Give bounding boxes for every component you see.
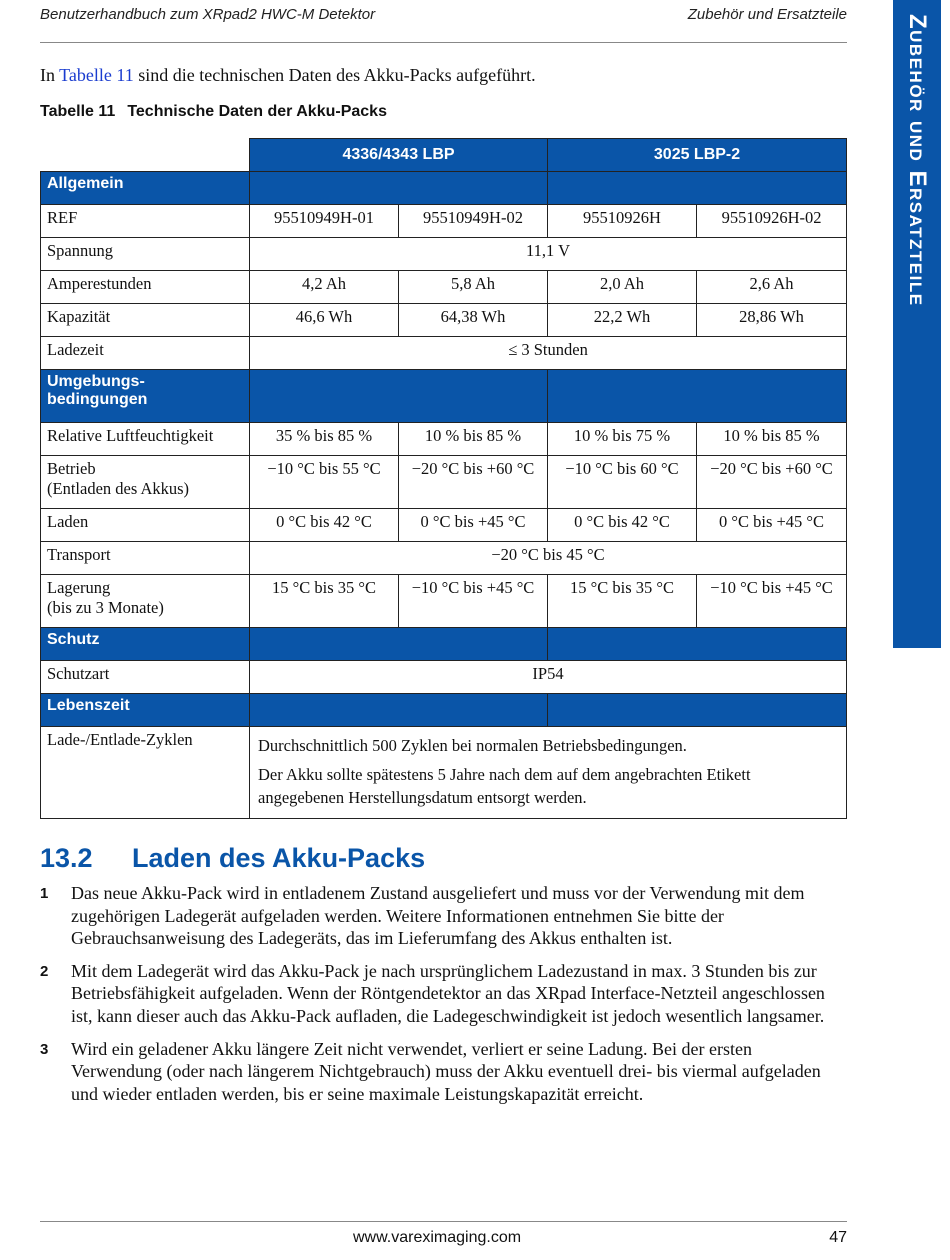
- page-number: 47: [829, 1229, 847, 1246]
- table-cell: −10 °C bis 55 °C: [250, 456, 399, 509]
- table-row-charging: [41, 509, 847, 542]
- chapter-side-tab: [893, 0, 941, 648]
- row-label: REF: [41, 205, 250, 238]
- section-label-environment: Umgebungs- bedingungen: [41, 370, 250, 423]
- table-row-cycles: [41, 727, 847, 819]
- section-title: Laden des Akku-Packs: [132, 843, 426, 873]
- section-row-general: [41, 172, 847, 205]
- row-label: Ladezeit: [41, 337, 250, 370]
- table-cell: [250, 727, 847, 819]
- row-label: Schutzart: [41, 661, 250, 694]
- table-cell: −20 °C bis +60 °C: [697, 456, 847, 509]
- header-divider: [40, 42, 847, 43]
- table-cell: 95510926H: [548, 205, 697, 238]
- cycles-text-2: Der Akku sollte spätestens 5 Jahre nach dem auf dem angebrachten Etikett angegebenen Herstellungsdatum entsorgt werden.: [258, 765, 751, 807]
- table-row-storage: [41, 575, 847, 628]
- list-item: [40, 882, 840, 950]
- row-label: Relative Luftfeuchtigkeit: [41, 423, 250, 456]
- step-number: 2: [40, 962, 49, 980]
- table-cell: 46,6 Wh: [250, 304, 399, 337]
- table-cell: 22,2 Wh: [548, 304, 697, 337]
- table-cell: 10 % bis 75 %: [548, 423, 697, 456]
- section-heading: [40, 843, 425, 874]
- table-corner-cell: [41, 139, 250, 172]
- table-cell: 2,6 Ah: [697, 271, 847, 304]
- table-cell: −20 °C bis +60 °C: [399, 456, 548, 509]
- row-label: Lagerung (bis zu 3 Monate): [41, 575, 250, 628]
- battery-specs-table: [40, 138, 847, 819]
- table-cell: −10 °C bis +45 °C: [697, 575, 847, 628]
- section-fill: [548, 628, 847, 661]
- table-cell: ≤ 3 Stunden: [250, 337, 847, 370]
- step-text: Wird ein geladener Akku längere Zeit nicht verwendet, verliert er seine Ladung. Bei der ersten Verwendung (oder nach längerem Nichtgebrauch) muss der Akku eventuell drei- bis viermal aufgeladen und wieder entladen werden, bis er seine maximale Leistungskapazität erreicht.: [71, 1038, 821, 1104]
- table-cell: 2,0 Ah: [548, 271, 697, 304]
- table-cell: 4,2 Ah: [250, 271, 399, 304]
- intro-text-pre: In: [40, 65, 60, 85]
- table-row-ip-rating: [41, 661, 847, 694]
- table-row-ref: [41, 205, 847, 238]
- table-caption: [40, 103, 387, 121]
- table-cell: 5,8 Ah: [399, 271, 548, 304]
- section-row-environment: [41, 370, 847, 423]
- row-label: Lade-/Entlade-Zyklen: [41, 727, 250, 819]
- section-label-lifetime: Lebenszeit: [41, 694, 250, 727]
- table-cell: 35 % bis 85 %: [250, 423, 399, 456]
- section-row-lifetime: [41, 694, 847, 727]
- section-fill: [250, 694, 548, 727]
- table-cell: 15 °C bis 35 °C: [250, 575, 399, 628]
- list-item: [40, 960, 840, 1028]
- table-cell: 64,38 Wh: [399, 304, 548, 337]
- step-number: 1: [40, 885, 49, 902]
- table-cell: 95510949H-01: [250, 205, 399, 238]
- footer-url[interactable]: www.vareximaging.com: [353, 1229, 522, 1246]
- list-item: [40, 1038, 840, 1106]
- table-cell: 10 % bis 85 %: [697, 423, 847, 456]
- intro-text-post: sind die technischen Daten des Akku-Packs aufgeführt.: [133, 65, 536, 85]
- section-fill: [548, 172, 847, 205]
- row-label: Amperestunden: [41, 271, 250, 304]
- table-cell: 11,1 V: [250, 238, 847, 271]
- footer-divider: [40, 1221, 847, 1222]
- table-header-row: [41, 139, 847, 172]
- table-cell: 28,86 Wh: [697, 304, 847, 337]
- section-label-general: Allgemein: [41, 172, 250, 205]
- table-row-humidity: [41, 423, 847, 456]
- steps-list: [40, 882, 840, 1115]
- table-cell: 15 °C bis 35 °C: [548, 575, 697, 628]
- table-cell: −10 °C bis 60 °C: [548, 456, 697, 509]
- row-label: Betrieb (Entladen des Akkus): [41, 456, 250, 509]
- table-row-ampere-hours: [41, 271, 847, 304]
- intro-paragraph: [40, 65, 536, 86]
- row-label: Spannung: [41, 238, 250, 271]
- table-cell: 95510949H-02: [399, 205, 548, 238]
- section-row-protection: [41, 628, 847, 661]
- table-caption-title: Technische Daten der Akku-Packs: [127, 103, 387, 120]
- row-label: Kapazität: [41, 304, 250, 337]
- section-label-protection: Schutz: [41, 628, 250, 661]
- table-cell: 0 °C bis 42 °C: [250, 509, 399, 542]
- step-number: 3: [40, 1040, 49, 1058]
- table-cell: IP54: [250, 661, 847, 694]
- col-group-3025: 3025 LBP-2: [548, 139, 847, 172]
- section-fill: [250, 370, 548, 423]
- running-header-chapter: Zubehör und Ersatzteile: [687, 6, 847, 23]
- table-reference-link[interactable]: Tabelle 11: [59, 65, 134, 85]
- row-label: Laden: [41, 509, 250, 542]
- table-row-operation: [41, 456, 847, 509]
- section-fill: [250, 172, 548, 205]
- cycles-text-1: Durchschnittlich 500 Zyklen bei normalen Betriebsbedingungen.: [258, 736, 687, 755]
- table-row-voltage: [41, 238, 847, 271]
- col-group-4336-4343: 4336/4343 LBP: [250, 139, 548, 172]
- running-header-title: Benutzerhandbuch zum XRpad2 HWC-M Detektor: [40, 6, 376, 23]
- table-cell: 95510926H-02: [697, 205, 847, 238]
- table-row-charge-time: [41, 337, 847, 370]
- section-number: 13.2: [40, 843, 93, 873]
- table-cell: −20 °C bis 45 °C: [250, 542, 847, 575]
- chapter-side-tab-label: Zubehör und Ersatzteile: [904, 14, 931, 307]
- table-cell: −10 °C bis +45 °C: [399, 575, 548, 628]
- table-cell: 0 °C bis +45 °C: [697, 509, 847, 542]
- table-caption-number: Tabelle 11: [40, 103, 116, 120]
- section-fill: [548, 694, 847, 727]
- table-row-transport: [41, 542, 847, 575]
- step-text: Mit dem Ladegerät wird das Akku-Pack je nach ursprünglichem Ladezustand in max. 3 Stunden bis zur Betriebsfähigkeit aufgeladen. Wenn der Röntgendetektor an das XRpad Interface-Netzteil angeschlossen ist, kann dieser auch das Akku-Pack aufladen, die Ladegeschwindigkeit ist jedoch wesentlich langsamer.: [71, 960, 825, 1026]
- section-fill: [548, 370, 847, 423]
- table-row-capacity: [41, 304, 847, 337]
- step-text: Das neue Akku-Pack wird in entladenem Zustand ausgeliefert und muss vor der Verwendung mit dem zugehörigen Ladegerät aufgeladen werden. Weitere Informationen entnehmen Sie bitte der Gebrauchsanweisung des Ladegeräts, das im Lieferumfang des Akkus enthalten ist.: [71, 883, 805, 949]
- table-cell: 10 % bis 85 %: [399, 423, 548, 456]
- table-cell: 0 °C bis +45 °C: [399, 509, 548, 542]
- section-fill: [250, 628, 548, 661]
- table-cell: 0 °C bis 42 °C: [548, 509, 697, 542]
- row-label: Transport: [41, 542, 250, 575]
